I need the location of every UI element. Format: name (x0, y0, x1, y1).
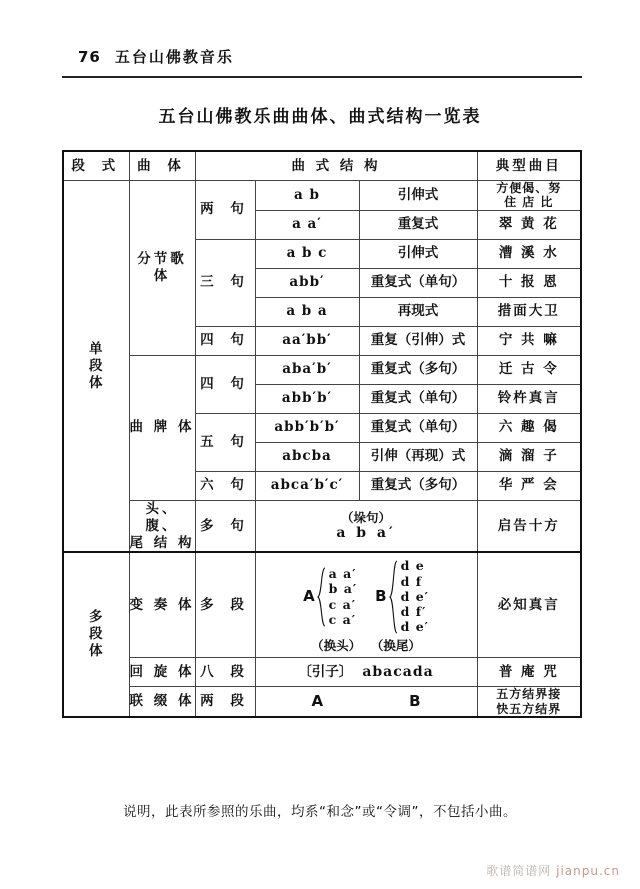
typical-piece-title: 漕 溪 水 (477, 239, 581, 268)
structure-formula-cell: a b a (255, 297, 359, 326)
typical-piece-title: 方便偈、努 住 店 比 (477, 181, 581, 211)
table-body (63, 151, 581, 717)
header-rule (62, 76, 582, 78)
structure-ab-cell: A B (255, 687, 477, 717)
ju-label: 六 句 (195, 471, 255, 500)
table-row (63, 687, 581, 717)
typical-piece-title: 必知真言 (477, 552, 581, 657)
typical-piece-title: 迁 古 令 (477, 355, 581, 384)
table-container (62, 150, 580, 718)
table-row (63, 552, 581, 657)
structure-formula-cell: abca′b′c′ (255, 471, 359, 500)
structure-type-cell: 重复式（单句） (359, 268, 477, 297)
structure-type-cell: 重复（引伸）式 (359, 326, 477, 355)
watermark-domain: jianpu.cn (556, 864, 620, 878)
typical-piece-title: 华 严 会 (477, 471, 581, 500)
structure-type-cell: 重复式（多句） (359, 471, 477, 500)
typical-piece-title: 十 报 恩 (477, 268, 581, 297)
section-label-duanshi: 单 段 体 (63, 181, 129, 553)
structure-rondo-cell: 〔引子〕 abacada (255, 658, 477, 687)
structure-type-cell: 重复式（单句） (359, 384, 477, 413)
structure-formula-cell: aa′bb′ (255, 326, 359, 355)
ju-label: 多 段 (195, 552, 255, 657)
structure-type-cell: 重复式 (359, 210, 477, 239)
ju-label: 两 句 (195, 181, 255, 240)
table-title: 五台山佛教乐曲曲体、曲式结构一览表 (158, 107, 482, 127)
table-row (63, 355, 581, 384)
typical-piece-title: 五方结界接 快五方结界 (477, 687, 581, 717)
structure-formula-cell: a a′ (255, 210, 359, 239)
qudi-label: 回 旋 体 (129, 658, 195, 687)
qudi-label: 曲 牌 体 (129, 355, 195, 500)
table-footnote: 说明，此表所参照的乐曲，均系“和念”或“令调”，不包括小曲。 (123, 804, 517, 820)
page-number: 76 (78, 48, 101, 66)
ju-label: 四 句 (195, 326, 255, 355)
book-title: 五台山佛教音乐 (114, 48, 234, 66)
structure-formula-cell: aba′b′ (255, 355, 359, 384)
ju-label: 多 句 (195, 500, 255, 552)
table-row (63, 500, 581, 552)
ju-label: 三 句 (195, 239, 255, 326)
structure-formula-cell: a b (255, 181, 359, 211)
ju-label: 四 句 (195, 355, 255, 413)
qudi-label: 分节歌体 (129, 181, 195, 356)
structure-formula-cell: abb′b′ (255, 384, 359, 413)
qudi-label: 变 奏 体 (129, 552, 195, 657)
typical-piece-title: 铃杵真言 (477, 384, 581, 413)
structure-formula-cell: abb′ (255, 268, 359, 297)
ju-label: 两 段 (195, 687, 255, 717)
structure-variation-cell: A a a′ b a′ c a′ c a′ B d e d f d e′ d f′ d e′ （换头） （换尾） (255, 552, 477, 657)
structure-table (62, 150, 582, 718)
structure-type-cell: 引伸（再现）式 (359, 442, 477, 471)
watermark-site: 歌谱简谱网 (486, 864, 552, 878)
typical-piece-title: 措面大卫 (477, 297, 581, 326)
header-duanshi: 段 式 (63, 151, 129, 181)
typical-piece-title: 滴 溜 子 (477, 442, 581, 471)
typical-piece-title: 翠 黄 花 (477, 210, 581, 239)
watermark (486, 862, 620, 879)
structure-formula-cell: a b c (255, 239, 359, 268)
header-dianxing: 典型曲目 (477, 151, 581, 181)
structure-type-cell: 重复式（多句） (359, 355, 477, 384)
structure-formula-cell: abb′b′b′ (255, 413, 359, 442)
header-jiegou: 曲 式 结 构 (195, 151, 477, 181)
typical-piece-title: 启告十方 (477, 500, 581, 552)
table-row (63, 181, 581, 211)
structure-formula-cell: abcba (255, 442, 359, 471)
running-head (78, 46, 234, 67)
structure-type-cell: 重复式（单句） (359, 413, 477, 442)
typical-piece-title: 宁 共 嘛 (477, 326, 581, 355)
ju-label: 五 句 (195, 413, 255, 471)
header-qudi: 曲 体 (129, 151, 195, 181)
structure-duoju-cell: （垛句） a b a′ (255, 500, 477, 552)
table-header-row (63, 151, 581, 181)
section-label-duanshi: 多 段 体 (63, 552, 129, 717)
structure-type-cell: 引伸式 (359, 239, 477, 268)
table-row (63, 658, 581, 687)
structure-type-cell: 再现式 (359, 297, 477, 326)
typical-piece-title: 普 庵 咒 (477, 658, 581, 687)
qudi-label: 联 缀 体 (129, 687, 195, 717)
qudi-label: 头、腹、 尾 结 构 (129, 500, 195, 551)
ju-label: 八 段 (195, 658, 255, 687)
typical-piece-title: 六 趣 偈 (477, 413, 581, 442)
structure-type-cell: 引伸式 (359, 181, 477, 211)
